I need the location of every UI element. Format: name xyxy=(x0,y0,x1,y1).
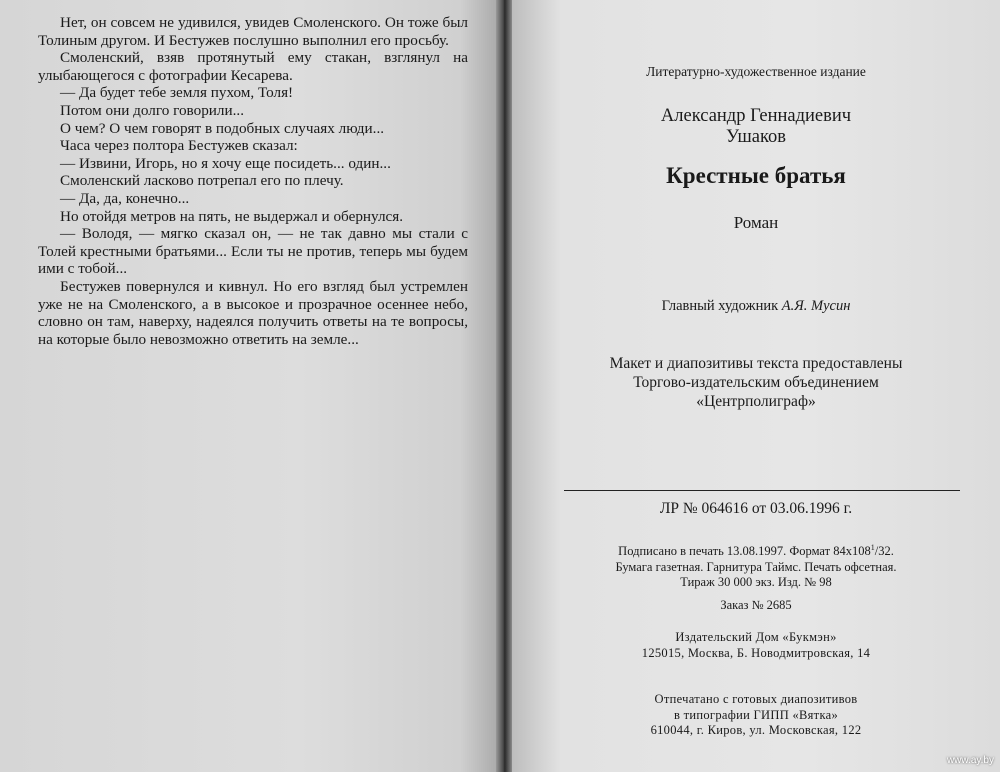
paragraph: Но отойдя метров на пять, не выдержал и обернулся. xyxy=(60,207,404,225)
license-number: ЛР № 064616 от 03.06.1996 г. xyxy=(659,500,853,517)
paragraph: Потом они долго говорили... xyxy=(60,101,245,119)
author-last-name: Ушаков xyxy=(726,127,786,147)
paragraph: Часа через полтора Бестужев сказал: xyxy=(60,137,298,155)
book-gutter xyxy=(496,0,512,772)
print-line: Бумага газетная. Гарнитура Таймс. Печать офсетная. xyxy=(615,559,897,574)
artist-name: А.Я. Мусин xyxy=(781,298,851,314)
layout-line: Макет и диапозитивы текста предоставлены xyxy=(609,355,903,372)
printer-line: в типографии ГИПП «Вятка» xyxy=(673,707,839,722)
author-first-line: Александр Геннадиевич xyxy=(660,106,852,126)
genre: Роман xyxy=(733,213,779,232)
layout-line: Торгово-издательским объединением xyxy=(633,374,879,391)
printer-address: 610044, г. Киров, ул. Московская, 122 xyxy=(650,723,862,737)
paragraph: Смоленский ласково потрепал его по плечу. xyxy=(60,172,344,190)
artist-label: Главный художник xyxy=(661,298,779,314)
edition-type: Литературно-художественное издание xyxy=(646,64,866,79)
layout-credit xyxy=(512,354,1000,411)
publisher xyxy=(512,630,1000,661)
order-number: Заказ № 2685 xyxy=(720,598,792,612)
print-line: Тираж 30 000 экз. Изд. № 98 xyxy=(680,575,832,590)
layout-line: «Центрполиграф» xyxy=(696,393,816,410)
printer-line: Отпечатано с готовых диапозитивов xyxy=(654,692,858,706)
watermark: www.ay.by xyxy=(946,755,994,766)
paragraph: — Да будет тебе земля пухом, Толя! xyxy=(60,84,294,102)
paragraph: О чем? О чем говорят в подобных случаях люди... xyxy=(60,119,385,137)
printer xyxy=(512,692,1000,739)
paragraph: — Извини, Игорь, но я хочу еще посидеть... один... xyxy=(60,154,391,172)
print-format: Подписано в печать 13.08.1997. Формат 84x108 xyxy=(618,544,871,559)
paragraph: Бестужев повернулся и кивнул. Но его взгляд был устремлен уже не на Смоленского, а в высокое и прозрачное осеннее небо, словно он там, наверху, надеялся получить ответы на те вопросы, на которые было невозможно ответить на земле... xyxy=(38,277,468,348)
publisher-name: Издательский Дом «Букмэн» xyxy=(675,630,837,644)
print-details xyxy=(512,540,1000,591)
paragraph: — Да, да, конечно... xyxy=(60,189,190,207)
book-title: Крестные братья xyxy=(666,163,846,188)
format-fraction: /32. xyxy=(874,544,894,559)
divider xyxy=(564,490,960,491)
left-page-text xyxy=(38,14,468,348)
imprint-page xyxy=(512,0,1000,772)
chief-artist xyxy=(512,298,1000,315)
publisher-address: 125015, Москва, Б. Новодмитровская, 14 xyxy=(641,645,871,660)
print-line xyxy=(512,540,1000,560)
paragraph: Нет, он совсем не удивился, увидев Смоленского. Он тоже был Толиным другом. И Бестужев послушно выполнил его просьбу. xyxy=(38,14,468,49)
author-name xyxy=(512,106,1000,148)
format-superscript: 1 xyxy=(870,543,875,552)
paragraph: Смоленский, взяв протянутый ему стакан, взглянул на улыбающегося с фотографии Кесарева. xyxy=(38,49,468,84)
paragraph: — Володя, — мягко сказал он, — не так давно мы стали с Толей крестными братьями... Если ты не против, теперь мы будем ими с тобой... xyxy=(38,225,468,278)
